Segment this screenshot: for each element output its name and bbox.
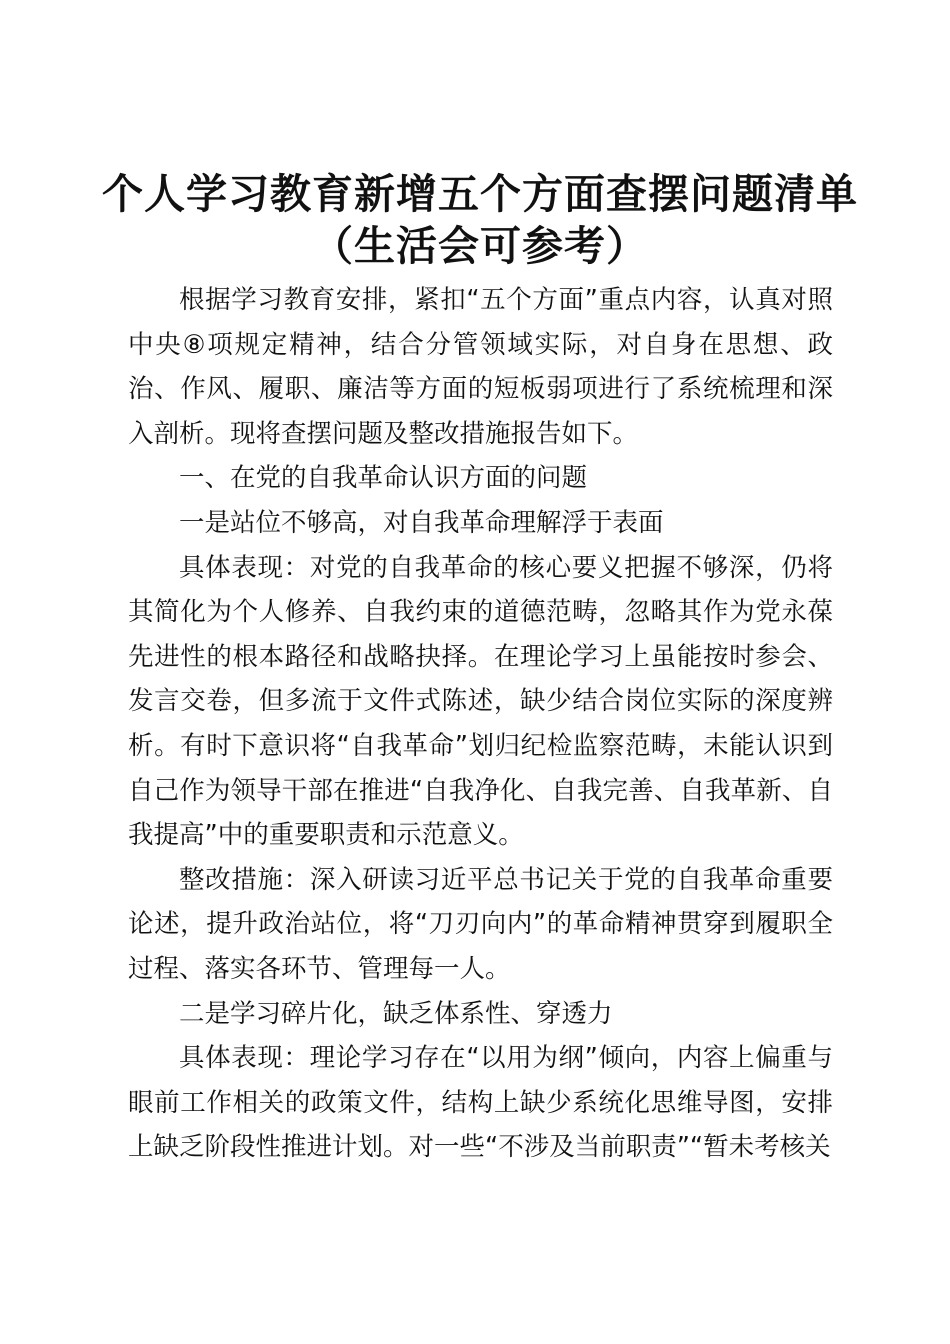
document-title: 个人学习教育新增五个方面查摆问题清单（生活会可参考） (102, 170, 858, 270)
rectification-measures-1: 整改措施：深入研读习近平总书记关于党的自我革命重要论述，提升政治站位，将“刀刃向内”的革命精神贯穿到履职全过程、落实各环节、管理每一人。 (128, 864, 833, 984)
problem-heading-2: 二是学习碎片化，缺乏体系性、穿透力 (179, 998, 613, 1029)
problem-heading-1: 一是站位不够高，对自我革命理解浮于表面 (179, 507, 664, 538)
section-heading-1: 一、在党的自我革命认识方面的问题 (179, 463, 588, 494)
problem-description-1: 具体表现：对党的自我革命的核心要义把握不够深，仍将其简化为个人修养、自我约束的道德范畴，忽略其作为党永葆先进性的根本路径和战略抉择。在理论学习上虽能按时参会、发言交卷，但多流于文件式陈述，缺少结合岗位实际的深度辨析。有时下意识将“自我革命”划归纪检监察范畴，未能认识到自己作为领导干部在推进“自我净化、自我完善、自我革新、自我提高”中的重要职责和示范意义。 (128, 552, 833, 851)
problem-description-2: 具体表现：理论学习存在“以用为纲”倾向，内容上偏重与眼前工作相关的政策文件，结构上缺少系统化思维导图，安排上缺乏阶段性推进计划。对一些“不涉及当前职责”“暂未考核关 (128, 1043, 833, 1163)
document-body (128, 278, 833, 1170)
intro-paragraph: 根据学习教育安排，紧扣“五个方面”重点内容，认真对照中央⑧项规定精神，结合分管领域实际，对自身在思想、政治、作风、履职、廉洁等方面的短板弱项进行了系统梳理和深入剖析。现将查摆问题及整改措施报告如下。 (128, 285, 833, 449)
